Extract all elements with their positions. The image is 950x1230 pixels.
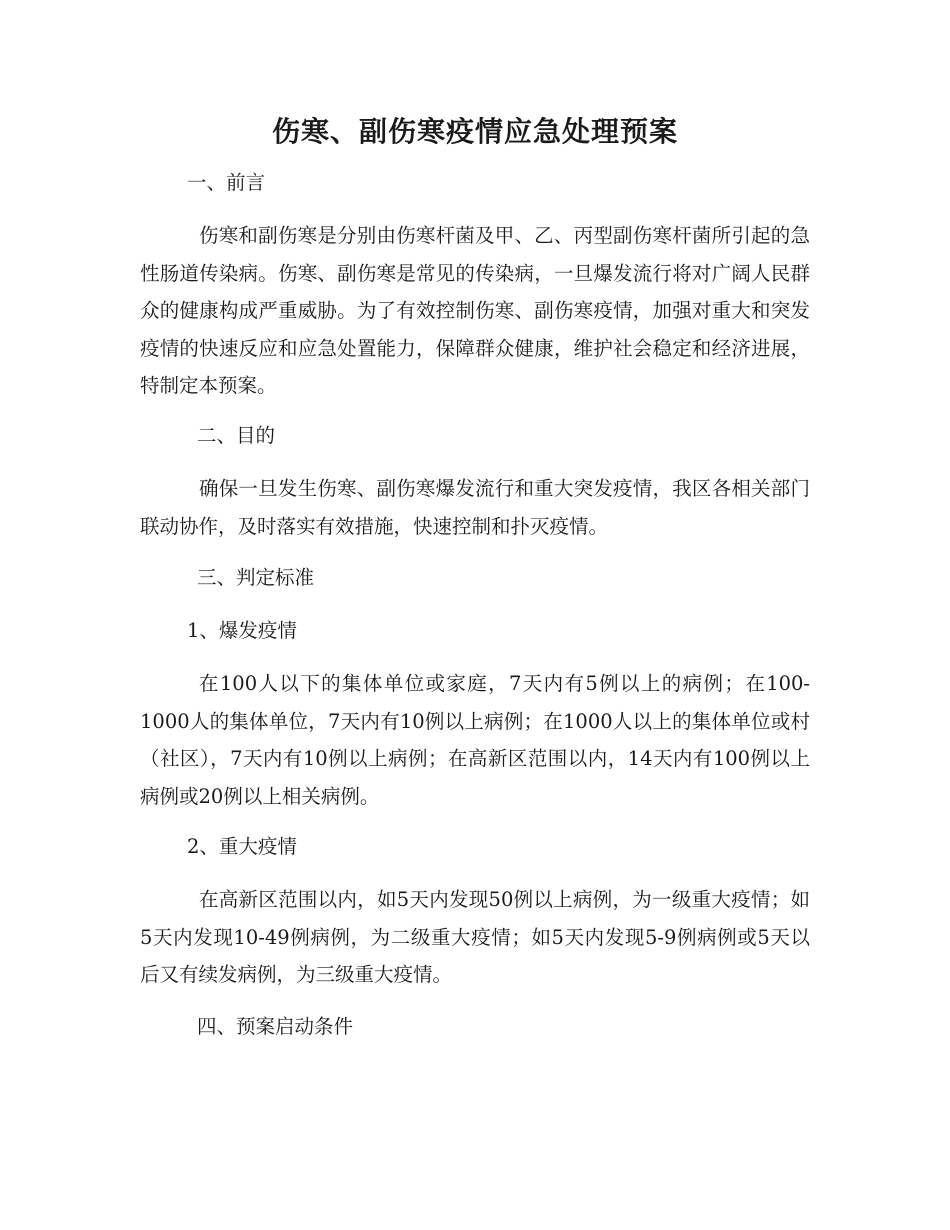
subheading-major-epidemic: 2、重大疫情 bbox=[187, 835, 297, 858]
paragraph-purpose: 确保一旦发生伤寒、副伤寒爆发流行和重大突发疫情，我区各相关部门联动协作，及时落实有效措施，快速控制和扑灭疫情。 bbox=[140, 477, 810, 538]
section-heading-criteria: 三、判定标准 bbox=[197, 566, 315, 589]
section-heading-purpose: 二、目的 bbox=[197, 424, 276, 447]
paragraph-preface: 伤寒和副伤寒是分别由伤寒杆菌及甲、乙、丙型副伤寒杆菌所引起的急性肠道传染病。伤寒、副伤寒是常见的传染病，一旦爆发流行将对广阔人民群众的健康构成严重威胁。为了有效控制伤寒、副伤寒疫情，加强对重大和突发疫情的快速反应和应急处置能力，保障群众健康，维护社会稳定和经济进展，特制定本预案。 bbox=[140, 224, 810, 398]
paragraph-outbreak-criteria: 在100人以下的集体单位或家庭，7天内有5例以上的病例；在100-1000人的集体单位，7天内有10例以上病例；在1000人以上的集体单位或村（社区），7天内有10例以上病例；在高新区范围以内，14天内有100例以上病例或20例以上相关病例。 bbox=[140, 672, 810, 808]
document-title: 伤寒、副伤寒疫情应急处理预案 bbox=[271, 115, 678, 148]
subheading-outbreak: 1、爆发疫情 bbox=[187, 619, 297, 642]
section-heading-preface: 一、前言 bbox=[187, 171, 266, 194]
paragraph-major-epidemic-criteria: 在高新区范围以内，如5天内发现50例以上病例，为一级重大疫情；如5天内发现10-49例病例，为二级重大疫情；如5天内发现5-9例病例或5天以后又有续发病例，为三级重大疫情。 bbox=[140, 888, 810, 987]
section-heading-activation: 四、预案启动条件 bbox=[197, 1015, 354, 1038]
